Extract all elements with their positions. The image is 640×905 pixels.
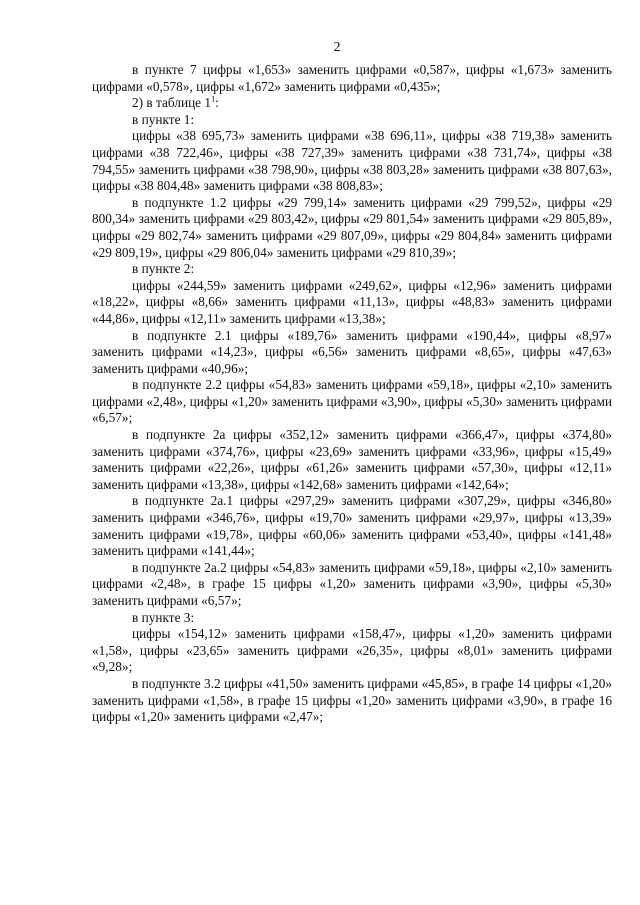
paragraph: цифры «244,59» заменить цифрами «249,62», цифры «12,96» заменить цифрами «18,22», цифры «8,66» заменить цифрами «11,13», цифры «48,83» заменить цифрами «44,86», цифры «12,11» заменить цифрами «13,38»; [92, 277, 612, 326]
paragraph-heading: в пункте 2: [132, 261, 195, 277]
paragraph-table-ref [92, 95, 612, 112]
table-ref-text: 2) в таблице 1 [132, 95, 212, 111]
paragraph: цифры «38 695,73» заменить цифрами «38 696,11», цифры «38 719,38» заменить цифрами «38 722,46», цифры «38 727,39» заменить цифрами «38 731,74», цифры «38 794,55» заменить цифрами «38 798,90», цифры «38 803,28» заменить цифрами «38 807,63», цифры «38 804,48» заменить цифрами «38 808,83»; [92, 128, 612, 194]
paragraph: в подпункте 2а.2 цифры «54,83» заменить цифрами «59,18», цифры «2,10» заменить цифрами «2,48», в графе 15 цифры «1,20» заменить цифрами «3,90», цифры «5,30» заменить цифрами «6,57»; [92, 559, 612, 608]
paragraph-heading: в пункте 1: [132, 111, 195, 127]
table-ref-superscript: 1 [211, 94, 216, 104]
paragraph: в подпункте 2а.1 цифры «297,29» заменить цифрами «307,29», цифры «346,80» заменить цифрами «346,76», цифры «19,70» заменить цифрами «29,97», цифры «13,39» заменить цифрами «19,78», цифры «60,06» заменить цифрами «53,40», цифры «141,48» заменить цифрами «141,44»; [92, 493, 612, 559]
table-ref-suffix: : [215, 95, 219, 111]
paragraph: в подпункте 2.2 цифры «54,83» заменить цифрами «59,18», цифры «2,10» заменить цифрами «2,48», цифры «1,20» заменить цифрами «3,90», цифры «5,30» заменить цифрами «6,57»; [92, 377, 612, 426]
paragraph: цифры «154,12» заменить цифрами «158,47», цифры «1,20» заменить цифрами «1,58», цифры «23,65» заменить цифрами «26,35», цифры «8,01» заменить цифрами «9,28»; [92, 626, 612, 675]
paragraph: в пункте 7 цифры «1,653» заменить цифрами «0,587», цифры «1,673» заменить цифрами «0,578», цифры «1,672» заменить цифрами «0,435»; [92, 62, 612, 94]
paragraph: в подпункте 1.2 цифры «29 799,14» заменить цифрами «29 799,52», цифры «29 800,34» заменить цифрами «29 803,42», цифры «29 801,54» заменить цифрами «29 805,89», цифры «29 802,74» заменить цифрами «29 807,09», цифры «29 804,84» заменить цифрами «29 809,19», цифры «29 806,04» заменить цифрами «29 810,39»; [92, 194, 612, 260]
page-number: 2 [333, 40, 341, 55]
paragraph: в подпункте 2а цифры «352,12» заменить цифрами «366,47», цифры «374,80» заменить цифрами «374,76», цифры «23,69» заменить цифрами «33,96», цифры «15,49» заменить цифрами «22,26», цифры «61,26» заменить цифрами «57,30», цифры «12,11» заменить цифрами «13,38», цифры «142,68» заменить цифрами «142,64»; [92, 427, 612, 492]
paragraph: в подпункте 2.1 цифры «189,76» заменить цифрами «190,44», цифры «8,97» заменить цифрами «14,23», цифры «6,56» заменить цифрами «8,65», цифры «47,63» заменить цифрами «40,96»; [92, 327, 612, 376]
document-page [92, 40, 612, 726]
paragraph-heading: в пункте 3: [132, 609, 195, 625]
paragraph: в подпункте 3.2 цифры «41,50» заменить цифрами «45,85», в графе 14 цифры «1,20» заменить цифрами «1,58», в графе 15 цифры «1,20» заменить цифрами «3,90», в графе 16 цифры «1,20» заменить цифрами «2,47»; [92, 675, 612, 725]
